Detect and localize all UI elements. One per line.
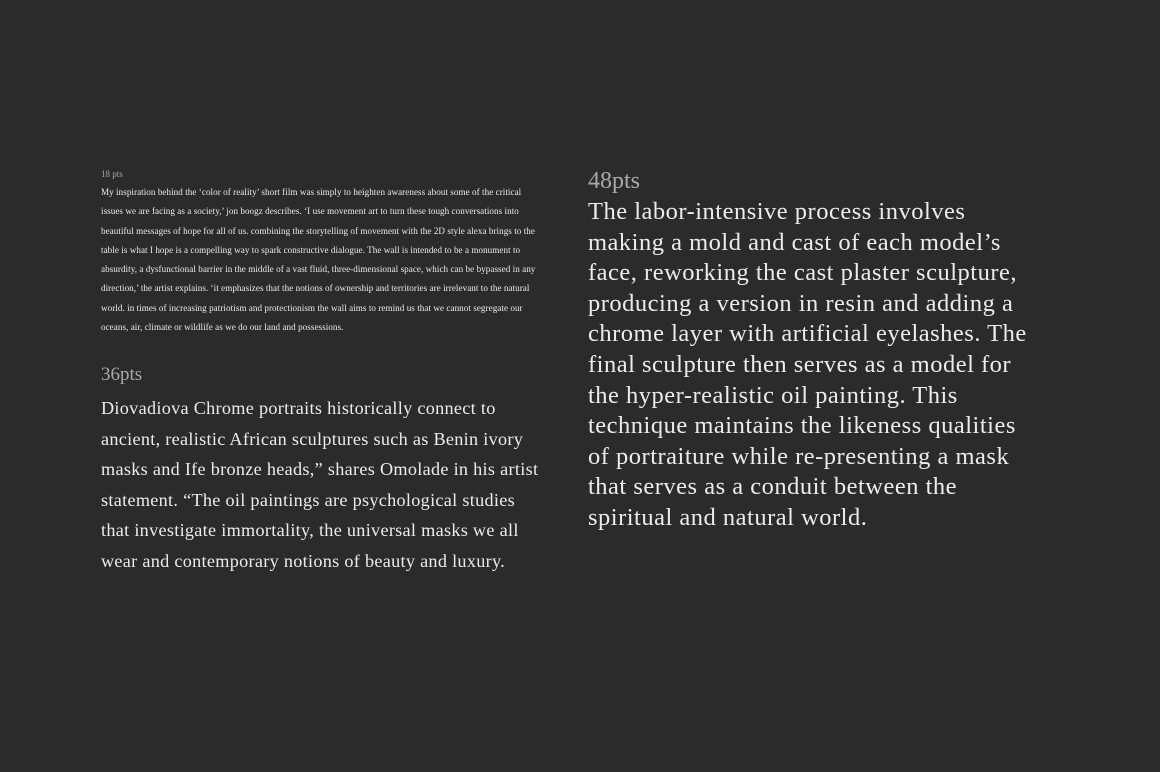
specimen-text-36pts: Diovadiova Chrome portraits historically connect to ancient, realistic African sculptures such as Benin ivory masks and Ife bronze heads,” shares Omolade in his artist statement. “The oil paintings are psychological studies that investigate immortality, the universal masks we all wear and contemporary notions of beauty and luxury. [101, 398, 539, 571]
specimen-text-48pts: The labor-intensive process involves making a mold and cast of each model’s face, reworking the cast plaster sculpture, producing a version in resin and adding a chrome layer with artificial eyelashes. The final sculpture then serves as a model for the hyper-realistic oil painting. This technique maintains the likeness qualities of portraiture while re-presenting a mask that serves as a conduit between the spiritual and natural world. [588, 198, 1027, 531]
specimen-48pts [588, 168, 1028, 534]
specimen-18pts [101, 168, 541, 337]
specimen-36pts [101, 364, 546, 577]
size-label-36pts: 36pts [101, 364, 143, 385]
specimen-text-18pts: My inspiration behind the ‘color of reality’ short film was simply to heighten awareness about some of the critical issues we are facing as a society,’ jon boogz describes. ‘I use movement art to turn these tough conversations into beautiful messages of hope for all of us. combining the storytelling of movement with the 2D style alexa brings to the table is what I hope is a compelling way to spark constructive dialogue. The wall is intended to be a monument to absurdity, a dysfunctional barrier in the middle of a vast fluid, three-dimensional space, which can be bypassed in any direction,’ the artist explains. ‘it emphasizes that the notions of ownership and territories are irrelevant to the natural world. in times of increasing patriotism and protectionism the wall aims to remind us that we cannot segregate our oceans, air, climate or wildlife as we do our land and possessions. [101, 187, 536, 333]
size-label-18pts: 18 pts [101, 169, 123, 179]
size-label-48pts: 48pts [588, 168, 641, 194]
